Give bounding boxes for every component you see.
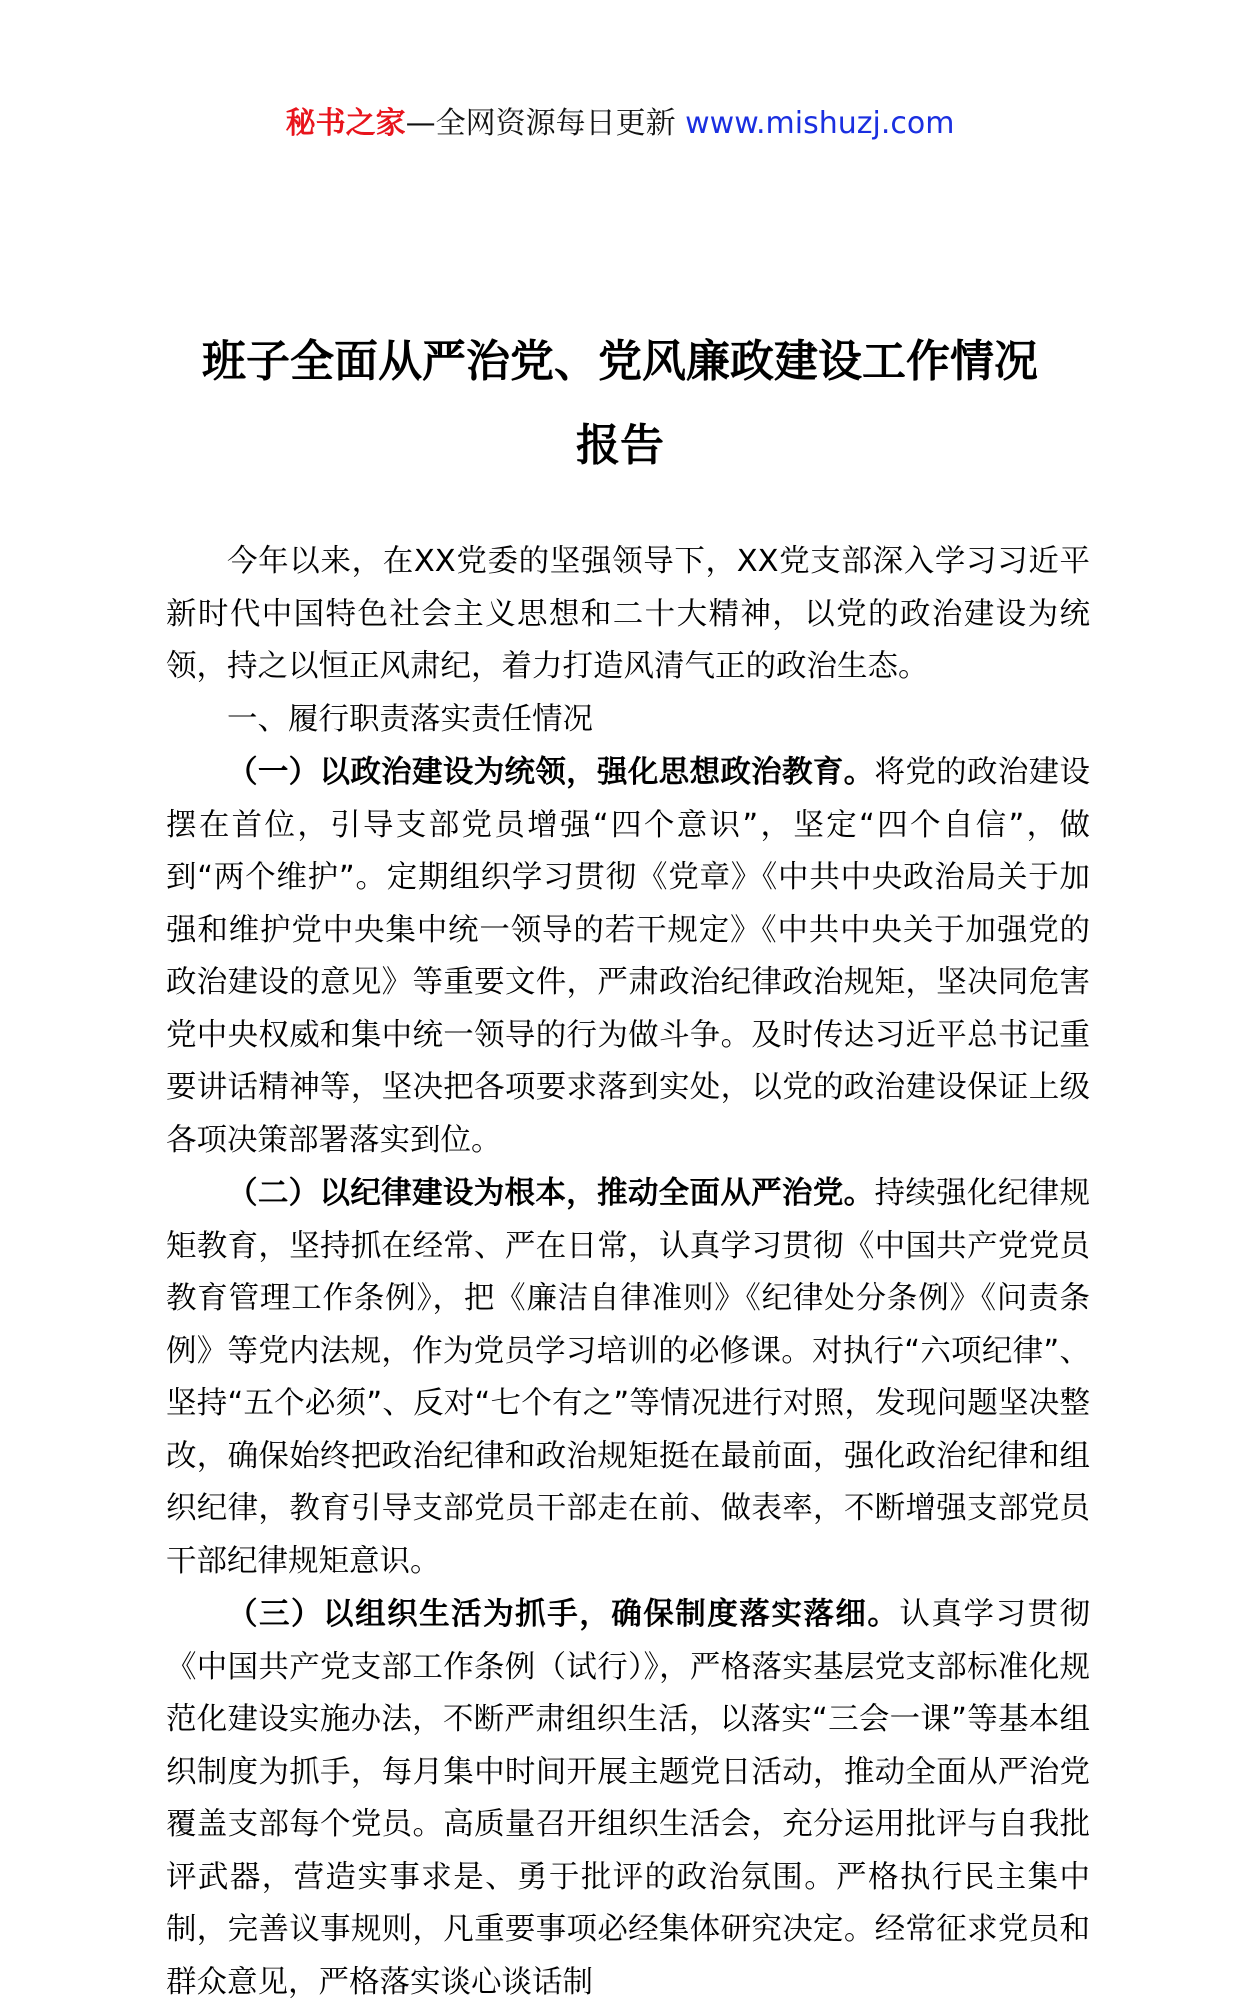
subsection-text-1: 将党的政治建设摆在首位，引导支部党员增强“四个意识”，坚定“四个自信”，做到“两个维护”。定期组织学习贯彻《党章》《中共中央政治局关于加强和维护党中央集中统一领导的若干规定》《中共中央关于加强党的政治建设的意见》等重要文件，严肃政治纪律政治规矩，坚决同危害党中央权威和集中统一领导的行为做斗争。及时传达习近平总书记重要讲话精神等，坚决把各项要求落到实处，以党的政治建设保证上级各项决策部署落实到位。 <box>166 755 1090 1158</box>
intro-paragraph: 今年以来，在XX党委的坚强领导下，XX党支部深入学习习近平新时代中国特色社会主义思想和二十大精神，以党的政治建设为统领，持之以恒正风肃纪，着力打造风清气正的政治生态。 <box>166 544 1090 684</box>
body-paragraph-1 <box>166 746 1090 1167</box>
body-paragraph-2 <box>166 1167 1090 1588</box>
subsection-heading-3: （三）以组织生活为抓手，确保制度落实落细。 <box>227 1596 900 1632</box>
subsection-text-2: 持续强化纪律规矩教育，坚持抓在经常、严在日常，认真学习贯彻《中国共产党党员教育管理工作条例》，把《廉洁自律准则》《纪律处分条例》《问责条例》等党内法规，作为党员学习培训的必修课。对执行“六项纪律”、坚持“五个必须”、反对“七个有之”等情况进行对照，发现问题坚决整改，确保始终把政治纪律和政治规矩挺在最前面，强化政治纪律和组织纪律，教育引导支部党员干部走在前、做表率，不断增强支部党员干部纪律规矩意识。 <box>166 1176 1090 1579</box>
site-url[interactable]: www.mishuzj.com <box>685 106 955 141</box>
subsection-heading-2: （二）以纪律建设为根本，推动全面从严治党。 <box>227 1175 875 1211</box>
document-title <box>140 320 1100 488</box>
site-tagline: —全网资源每日更新 <box>405 106 686 141</box>
site-header <box>0 104 1240 144</box>
document-body <box>166 536 1090 2009</box>
subsection-heading-1: （一）以政治建设为统领，强化思想政治教育。 <box>227 754 875 790</box>
section-heading: 一、履行职责落实责任情况 <box>227 701 593 737</box>
document-title-line-2: 报告 <box>576 420 664 471</box>
document-title-line-1: 班子全面从严治党、党风廉政建设工作情况 <box>202 336 1038 387</box>
site-brand: 秘书之家 <box>285 106 406 141</box>
subsection-text-3: 认真学习贯彻《中国共产党支部工作条例（试行）》，严格落实基层党支部标准化规范化建设实施办法，不断严肃组织生活，以落实“三会一课”等基本组织制度为抓手，每月集中时间开展主题党日活动，推动全面从严治党覆盖支部每个党员。高质量召开组织生活会，充分运用批评与自我批评武器，营造实事求是、勇于批评的政治氛围。严格执行民主集中制，完善议事规则，凡重要事项必经集体研究决定。经常征求党员和群众意见，严格落实谈心谈话制 <box>166 1597 1091 2000</box>
body-paragraph-3 <box>166 1588 1090 2009</box>
